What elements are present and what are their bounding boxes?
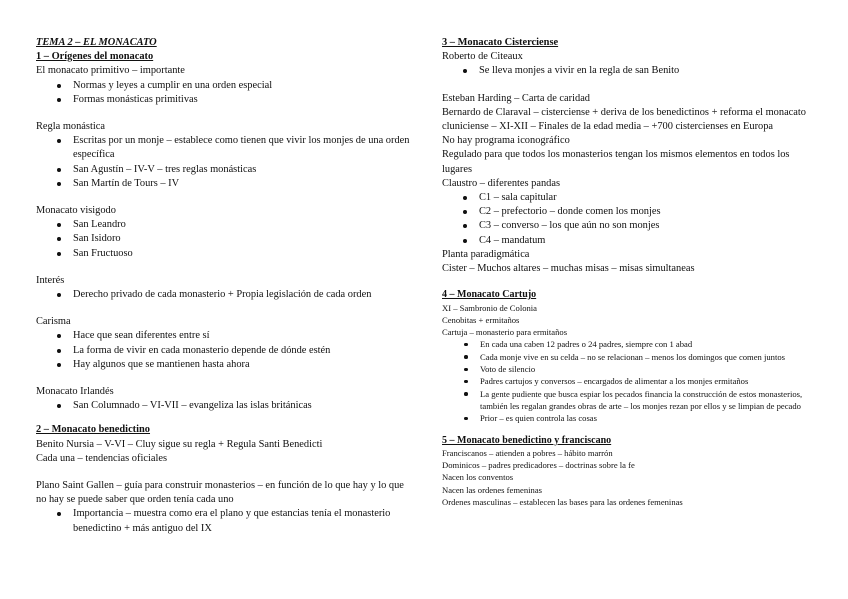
- section-3-heading: 3 – Monacato Cisterciense: [442, 37, 559, 48]
- visigodo-list: [36, 218, 412, 261]
- list-item: Normas y leyes a cumplir en una orden especial: [36, 79, 412, 93]
- list-item: San Isidoro: [36, 232, 412, 246]
- interes-heading: Interés: [36, 274, 65, 286]
- list-item: Voto de silencio: [442, 363, 814, 375]
- section-3-line: Esteban Harding – Carta de caridad: [442, 92, 591, 104]
- section-4-heading: 4 – Monacato Cartujo: [442, 289, 537, 301]
- list-item: La gente pudiente que busca espiar los pecados financia la construcción de estos monasterios, también les regalan grandes obras de arte – los monjes rezan por ellos y se limpian de pecado: [442, 388, 814, 413]
- section-3-line: Cister – Muchos altares – muchas misas – misas simultaneas: [442, 263, 695, 275]
- section-1-list: [36, 79, 412, 107]
- right-column: [442, 36, 814, 508]
- section-1-heading: 1 – Orígenes del monacato: [36, 51, 154, 63]
- section-5-line: Dominicos – padres predicadores – doctrinas sobre la fe: [442, 460, 635, 471]
- section-4-list: [442, 338, 814, 424]
- carisma-heading: Carisma: [36, 316, 71, 328]
- section-5-heading: 5 – Monacato benedictino y franciscano: [442, 434, 612, 446]
- section-4-line: XI – Sambronio de Colonia: [442, 302, 537, 313]
- section-3-line: Claustro – diferentes pandas: [442, 177, 561, 189]
- section-3-line: Bernardo de Claraval – cisterciense + deriva de los benedictinos + reforma el monacato cluniciense – XI-XII – Finales de la edad media – +700 cistercienses en Europa: [442, 106, 806, 133]
- list-item: Padres cartujos y conversos – encargados de alimentar a los monjes ermitaños: [442, 375, 814, 387]
- section-1-intro: El monacato primitivo – importante: [36, 65, 185, 77]
- left-column: [36, 36, 412, 536]
- section-3-line: Regulado para que todos los monasterios tengan los mismos elementos en todos los lugares: [442, 149, 790, 175]
- section-3-line: No hay programa iconográfico: [442, 135, 570, 147]
- plano-text: Plano Saint Gallen – guía para construir monasterios – en función de lo que hay y lo que no hay se puede saber que orden tenía cada uno: [36, 480, 404, 506]
- section-5-line: Franciscanos – atienden a pobres – hábito marrón: [442, 447, 613, 458]
- plano-list: [36, 507, 412, 535]
- list-item: San Columnado – VI-VII – evangeliza las islas británicas: [36, 399, 412, 413]
- section-4: [442, 289, 814, 508]
- section-3-intro: Roberto de Citeaux: [442, 51, 523, 63]
- list-item: Derecho privado de cada monasterio + Propia legislación de cada orden: [36, 288, 412, 302]
- list-item: Hay algunos que se mantienen hasta ahora: [36, 358, 412, 372]
- list-item: Hace que sean diferentes entre sí: [36, 329, 412, 343]
- list-item: En cada una caben 12 padres o 24 padres, siempre con 1 abad: [442, 338, 814, 350]
- list-item: Se lleva monjes a vivir en la regla de san Benito: [442, 64, 814, 78]
- list-item: San Fructuoso: [36, 247, 412, 261]
- regla-heading: Regla monástica: [36, 121, 105, 133]
- irlandes-list: [36, 399, 412, 413]
- list-item: Importancia – muestra como era el plano y que estancias tenía el monasterio benedictino + más antiguo del IX: [36, 507, 412, 535]
- section-2-heading: 2 – Monacato benedictino: [36, 424, 151, 436]
- list-item: San Leandro: [36, 218, 412, 232]
- regla-list: [36, 134, 412, 191]
- section-5-line: Nacen los conventos: [442, 472, 514, 483]
- list-item: Prior – es quien controla las cosas: [442, 412, 814, 424]
- list-item: C4 – mandatum: [442, 234, 814, 248]
- section-3-list: [442, 64, 814, 78]
- list-item: Escritas por un monje – establece como tienen que vivir los monjes de una orden específica: [36, 134, 412, 162]
- section-3-line: Planta paradigmática: [442, 248, 530, 260]
- section-4-line: Cenobitas + ermitaños: [442, 314, 520, 325]
- section-4-line: Cartuja – monasterio para ermitaños: [442, 327, 568, 338]
- section-5-line: Ordenes masculinas – establecen las bases para las ordenes femeninas: [442, 497, 683, 507]
- claustro-list: [442, 191, 814, 248]
- irlandes-heading: Monacato Irlandés: [36, 386, 114, 398]
- section-2-line: Cada una – tendencias oficiales: [36, 452, 167, 464]
- document-title: TEMA 2 – EL MONACATO: [36, 37, 157, 48]
- list-item: Formas monásticas primitivas: [36, 93, 412, 107]
- list-item: San Martín de Tours – IV: [36, 177, 412, 191]
- list-item: C3 – converso – los que aún no son monjes: [442, 219, 814, 233]
- carisma-list: [36, 329, 412, 372]
- interes-list: [36, 288, 412, 302]
- list-item: San Agustín – IV-V – tres reglas monásticas: [36, 163, 412, 177]
- list-item: C2 – prefectorio – donde comen los monjes: [442, 205, 814, 219]
- section-5-line: Nacen las ordenes femeninas: [442, 484, 542, 495]
- list-item: La forma de vivir en cada monasterio depende de dónde estén: [36, 344, 412, 358]
- list-item: Cada monje vive en su celda – no se relacionan – menos los domingos que comen juntos: [442, 351, 814, 363]
- list-item: C1 – sala capitular: [442, 191, 814, 205]
- section-2-line: Benito Nursia – V-VI – Cluy sigue su regla + Regula Santi Benedicti: [36, 438, 323, 450]
- visigodo-heading: Monacato visigodo: [36, 205, 116, 217]
